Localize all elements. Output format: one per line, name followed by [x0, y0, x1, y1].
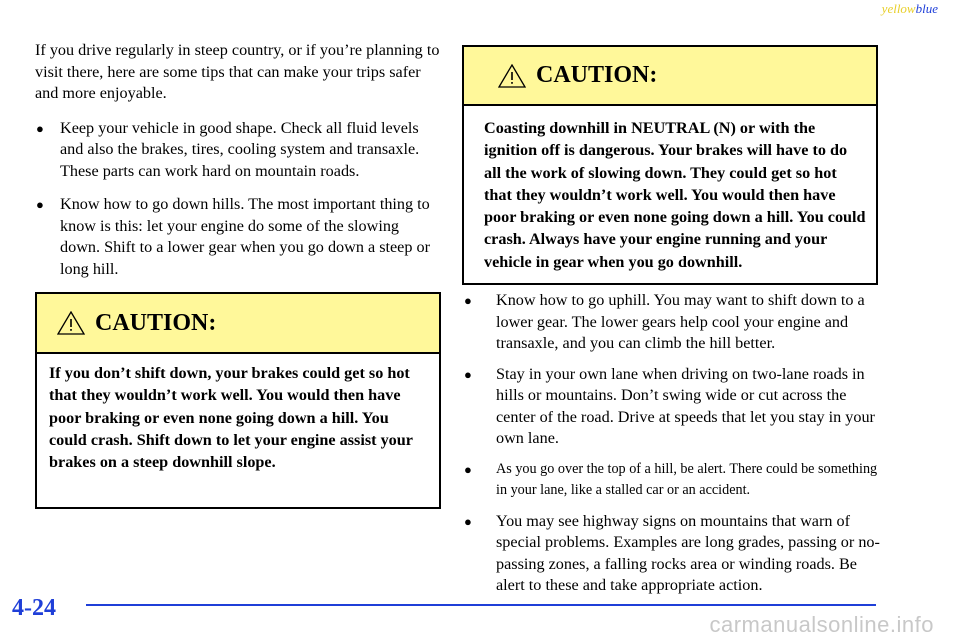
- list-item: [462, 290, 882, 355]
- list-item: [35, 194, 440, 280]
- list-item: [462, 459, 882, 502]
- color-tag: [882, 1, 938, 17]
- right-column: [462, 290, 882, 606]
- list-item-text: Keep your vehicle in good shape. Check all fluid levels and also the brakes, tires, cooling system and transaxle. These parts can work hard on mountain roads.: [60, 118, 420, 180]
- color-tag-blue: blue: [915, 1, 938, 16]
- caution-header: [37, 294, 439, 354]
- list-item-text: Stay in your own lane when driving on two-lane roads in hills or mountains. Don’t swing wide or cut across the center of the road. Drive at speeds that let you stay in your own lane.: [496, 364, 875, 447]
- caution-title: CAUTION:: [95, 309, 217, 336]
- left-column: [35, 40, 440, 292]
- caution-title: CAUTION:: [536, 62, 658, 88]
- bullet-icon: ●: [464, 366, 472, 382]
- bullet-icon: ●: [464, 293, 472, 308]
- page-number: 4-24: [12, 595, 56, 621]
- caution-box-downshift: [35, 292, 441, 509]
- bullet-icon: ●: [464, 461, 472, 477]
- list-item-text: Know how to go down hills. The most important thing to know is this: let your engine do some of the slowing down. Shift to a lower gear when you go down a steep or long hill.: [60, 195, 430, 278]
- color-tag-yellow: yellow: [881, 1, 916, 16]
- warning-triangle-icon: [57, 311, 85, 335]
- bullet-icon: ●: [464, 513, 472, 529]
- list-item: [462, 511, 882, 597]
- caution-box-coasting: [462, 45, 878, 285]
- watermark: carmanualsonline.info: [709, 612, 934, 637]
- right-bullet-list: [462, 290, 882, 597]
- bullet-icon: ●: [36, 120, 44, 136]
- list-item-text: You may see highway signs on mountains that warn of special problems. Examples are long grades, passing or no-passing zones, a falling rocks area or winding roads. Be alert to these and take appropriate action.: [496, 511, 880, 594]
- intro-paragraph: If you drive regularly in steep country, or if you’re planning to visit there, here are some tips that can make your trips safer and more enjoyable.: [35, 41, 440, 102]
- list-item: [462, 364, 882, 450]
- footer-divider: [86, 604, 876, 606]
- bullet-icon: ●: [36, 197, 44, 212]
- left-bullet-list: [35, 118, 440, 281]
- list-item-text: Know how to go uphill. You may want to shift down to a lower gear. The lower gears help cool your engine and transaxle, and you can climb the hill better.: [496, 291, 865, 352]
- list-item-text: As you go over the top of a hill, be alert. There could be something in your lane, like a stalled car or an accident.: [496, 460, 878, 498]
- list-item: [35, 118, 440, 183]
- caution-header: [464, 47, 876, 106]
- warning-triangle-icon: [498, 64, 526, 88]
- caution-body: Coasting downhill in NEUTRAL (N) or with the ignition off is dangerous. Your brakes will have to do all the work of slowing down. They could get so hot that they wouldn’t work well. You would then have poor braking or even none going down a hill. You could crash. Always have your engine running and your vehicle in gear when you go downhill.: [484, 119, 866, 271]
- caution-body: If you don’t shift down, your brakes could get so hot that they wouldn’t work well. You would then have poor braking or even none going down a hill. You could crash. Shift down to let your engine assist your brakes on a steep downhill slope.: [49, 364, 413, 472]
